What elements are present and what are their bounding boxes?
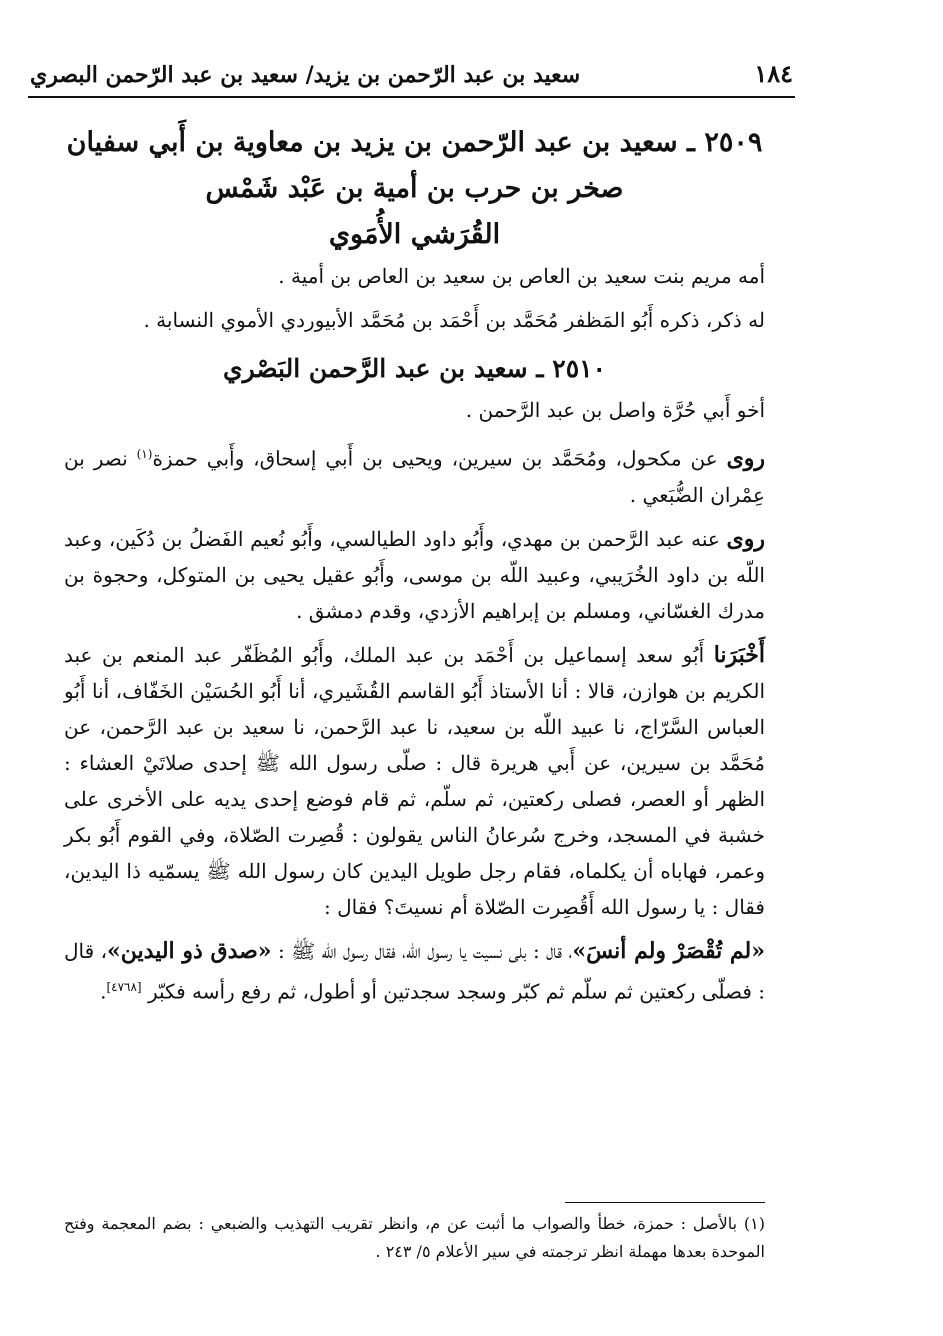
paragraph-hadith-end — [64, 933, 765, 1010]
isnad-text: أَبُو سعد إسماعيل بن أَحْمَد بن عبد الملك، وأَبُو المُظَفّر عبد المنعم بن عبد الكريم بن هوازن، قالا : أنا الأستاذ أَبُو القاسم القُشَيري، أنا أَبُو الحُسَيْن الخَفّاف، أنا أَبُو العباس السَّرّاج، نا عبيد اللّه بن سعيد، نا عبد الرَّحمن، نا سعيد بن عبد الرَّحمن، عن مُحَمَّد بن سيرين، عن أَبي هريرة قال : صلّى رسول الله ﷺ إحدى صلاتَيْ العشاء : الظهر أو العصر، فصلى ركعتين، ثم سلّم، ثم قام فوضع إحدى يديه على الأخرى على خشبة في المسجد، وخرج سُرعانُ الناس يقولون : قُصِرت الصّلاة، وفي القوم أَبُو بكر وعمر، فهاباه أن يكلماه، فقام رجل طويل اليدين كان رسول الله ﷺ يسمّيه ذا اليدين، فقال : يا رسول الله أَقُصِرت الصّلاة أم نسيتَ؟ فقال : — [64, 642, 766, 919]
narrated-by-text: عنه عبد الرَّحمن بن مهدي، وأَبُو داود الطيالسي، وأَبُو نُعيم الفَضلُ بن دُكَين، وعبد اللّه بن داود الخُرَيبي، وعبيد اللّه بن موسى، وأَبُو عقيل يحيى بن المتوكل، وحجوة بن مدرك الغسّاني، ومسلم بن إبراهيم الأزدي، وقدم دمشق . — [64, 526, 765, 623]
main-text — [64, 120, 765, 1017]
footnote-marker: (١) — [136, 447, 153, 461]
entry-heading-2509-line2: صخر بن حرب بن أمية بن عَبْد شَمْس — [205, 173, 624, 204]
entry-heading-2509-line1: ٢٥٠٩ ـ سعيد بن عبد الرّحمن بن يزيد بن معاوية بن أَبي سفيان — [66, 127, 763, 158]
paragraph-mention: له ذكر، ذكره أَبُو المَظفر مُحَمَّد بن أَحْمَد بن مُحَمَّد الأبيوردي الأموي النسابة . — [143, 308, 765, 332]
paragraph-narrated-by — [64, 521, 765, 629]
paragraph-narrated-from — [64, 436, 765, 513]
prophet-quote: «صدق ذو اليدين» — [107, 937, 272, 964]
footnote-text: بالأصل : حمزة، خطأ والصواب ما أثبت عن م، وانظر تقريب التهذيب والضبعي : بضم المعجمة وفتح الموحدة بعدها مهملة انظر ترجمته في سير الأعلام ٥/ ٢٤٣ . — [64, 1214, 765, 1261]
hadith-reference-number: [٤٧٦٨] — [106, 979, 142, 994]
narrated-from-tail: نصر بن عِمْران الضُّبَعي . — [64, 446, 765, 507]
hadith-end-mark: . — [100, 979, 107, 1004]
page-number: ١٨٤ — [754, 59, 793, 88]
lead-word: روى — [726, 525, 765, 552]
lead-word: روى — [726, 445, 766, 472]
lead-word: أَخْبَرَنا — [713, 641, 766, 668]
hadith-text-1: ، قال : بلى نسيت يا رسول الله، فقال رسول الله ﷺ : — [277, 938, 573, 963]
running-header — [28, 58, 795, 98]
entry-heading-2509-line3: القُرَشي الأُمَوي — [328, 219, 501, 250]
narrated-from-text: عن مكحول، ومُحَمَّد بن سيرين، ويحيى بن أَبي إسحاق، وأَبي حمزة — [152, 446, 718, 471]
prophet-quote: «لم تُقْصَرْ ولم أنسَ» — [572, 937, 766, 964]
paragraph-brother: أخو أَبي حُرَّة واصل بن عبد الرَّحمن . — [465, 398, 765, 422]
footnote-divider — [565, 1202, 765, 1203]
paragraph-isnad — [64, 637, 765, 925]
footnote — [64, 1210, 765, 1266]
running-title: سعيد بن عبد الرّحمن بن يزيد/ سعيد بن عبد الرّحمن البصري — [30, 62, 581, 88]
hadith-text-2: ، قال : فصلّى ركعتين ثم سلّم ثم كبّر وسجد سجدتين أو أطول، ثم رفع رأسه فكبّر — [64, 938, 765, 1004]
footnote-number: (١) — [743, 1214, 765, 1233]
entry-heading-2510: ٢٥١٠ ـ سعيد بن عبد الرَّحمن البَصْري — [223, 354, 606, 383]
paragraph-mother: أمه مريم بنت سعيد بن العاص بن سعيد بن العاص بن أمية . — [278, 264, 765, 288]
